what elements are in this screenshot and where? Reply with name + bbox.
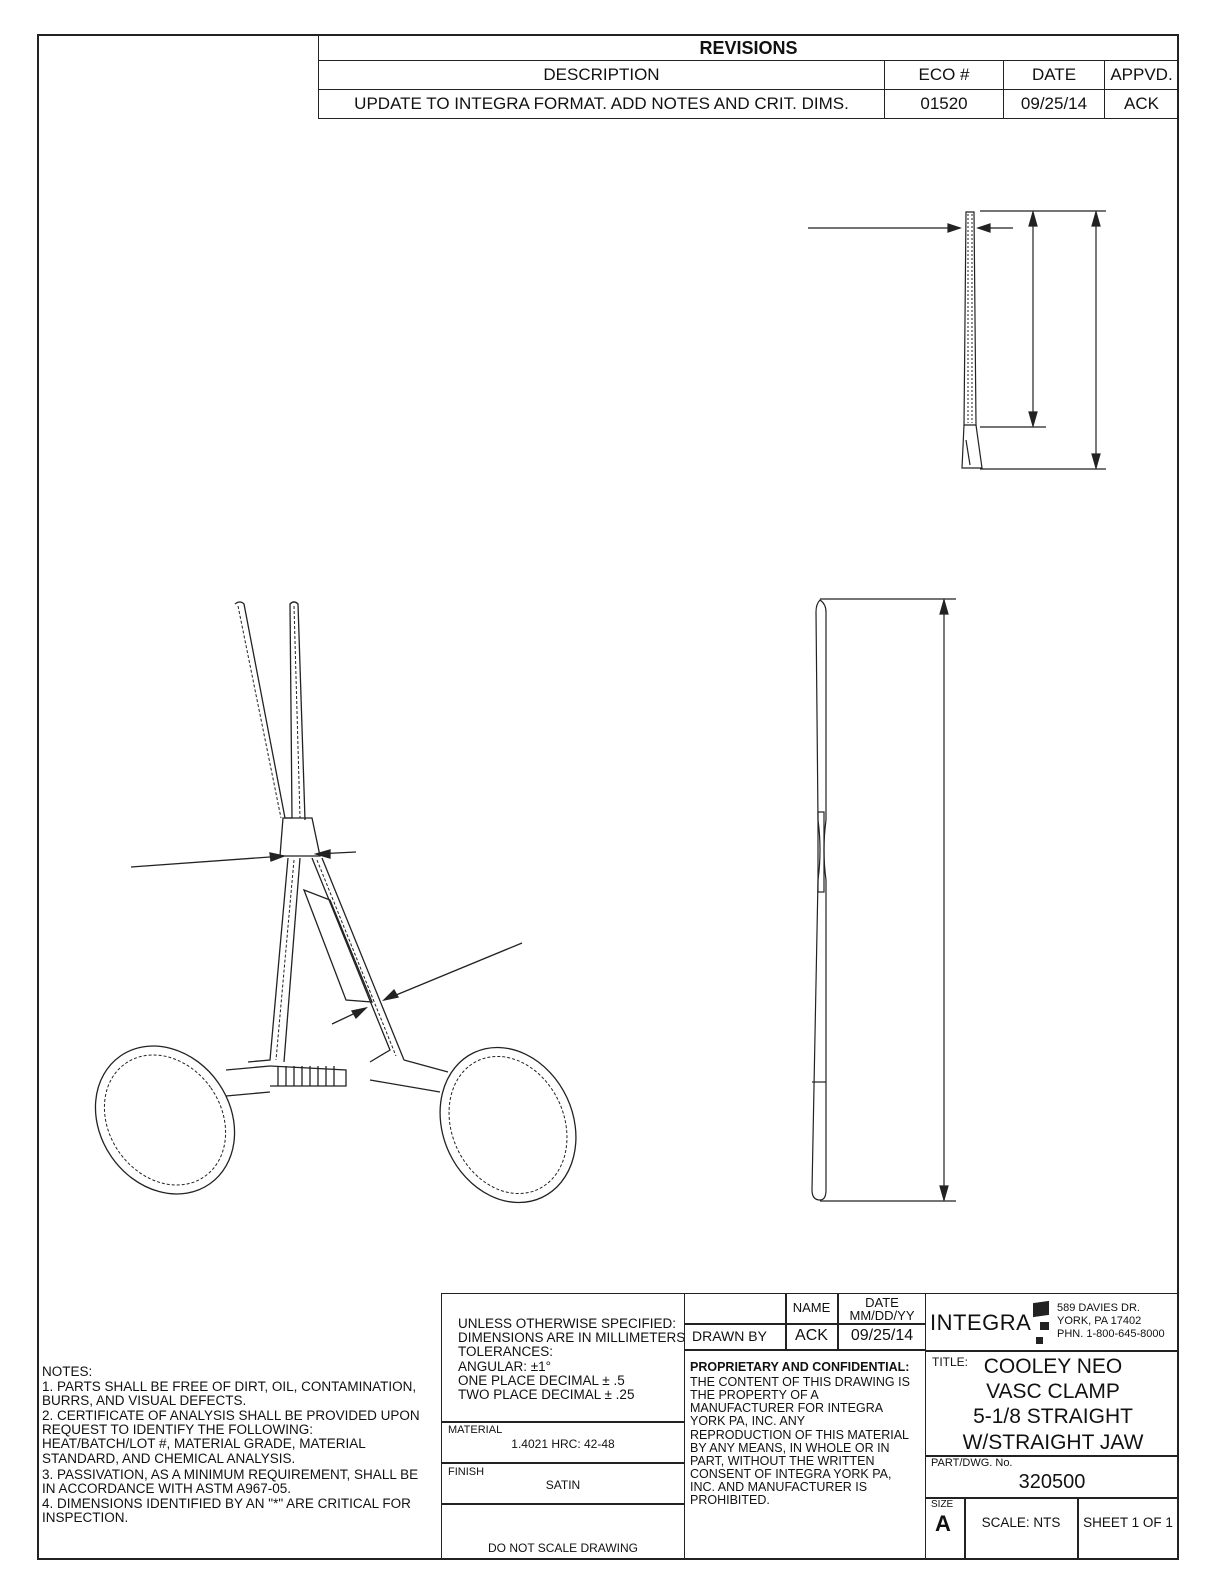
revision-approved: ACK xyxy=(1105,90,1179,119)
divider xyxy=(441,1421,685,1423)
note-item-2: 2. CERTIFICATE OF ANALYSIS SHALL BE PROVIDED UPON REQUEST TO IDENTIFY THE FOLLOWING: HEAT/BATCH/LOT #, MATERIAL GRADE, MATERIAL STANDARD, AND CHEMICAL ANALYSIS. xyxy=(42,1408,420,1466)
revisions-header-approved: APPVD. xyxy=(1105,61,1179,90)
revisions-header-date: DATE xyxy=(1004,61,1105,90)
top-view-jaw xyxy=(808,211,1106,469)
revisions-header-eco: ECO # xyxy=(885,61,1004,90)
divider xyxy=(684,1323,926,1325)
logo-mark-icon xyxy=(1036,1337,1043,1344)
logo-mark-icon xyxy=(1040,1322,1049,1330)
divider xyxy=(925,1350,1179,1352)
drawn-by-label: DRAWN BY xyxy=(692,1328,767,1344)
material-value: 1.4021 HRC: 42-48 xyxy=(511,1437,615,1451)
proprietary-body: THE CONTENT OF THIS DRAWING IS THE PROPERTY OF A MANUFACTURER FOR INTEGRA YORK PA, INC. ANY REPRODUCTION OF THIS MATERIAL BY ANY MEANS, IN WHOLE OR IN PART, WITHOUT THE WRITTEN CONSENT OF INTEGRA YORK PA, INC. AND MANUFACTURER IS PROHIBITED. xyxy=(690,1375,910,1508)
drawn-date: 09/25/14 xyxy=(850,1327,914,1344)
front-view-clamp xyxy=(67,602,601,1225)
proprietary-heading: PROPRIETARY AND CONFIDENTIAL: xyxy=(690,1360,910,1374)
finish-label: FINISH xyxy=(448,1466,485,1478)
note-item-1: 1. PARTS SHALL BE FREE OF DIRT, OIL, CONTAMINATION, BURRS, AND VISUAL DEFECTS. xyxy=(42,1379,417,1409)
title-label: TITLE: xyxy=(932,1355,969,1369)
part-number: 320500 xyxy=(1018,1471,1086,1493)
do-not-scale-note: DO NOT SCALE DRAWING xyxy=(487,1541,639,1555)
date-header: DATE MM/DD/YY xyxy=(849,1295,915,1323)
logo-mark-icon xyxy=(1033,1301,1049,1317)
drawing-title: COOLEY NEO VASC CLAMP 5-1/8 STRAIGHT W/STRAIGHT JAW xyxy=(962,1355,1144,1454)
name-header: NAME xyxy=(792,1300,831,1315)
material-label: MATERIAL xyxy=(448,1424,503,1436)
divider xyxy=(441,1503,685,1505)
divider xyxy=(684,1349,926,1351)
notes-heading: NOTES: xyxy=(42,1364,93,1379)
drawn-by-name: ACK xyxy=(795,1327,828,1344)
revisions-header-description: DESCRIPTION xyxy=(319,61,885,90)
revision-eco: 01520 xyxy=(885,90,1004,119)
divider xyxy=(441,1462,685,1464)
part-number-label: PART/DWG. No. xyxy=(931,1457,1013,1469)
note-item-4: 4. DIMENSIONS IDENTIFIED BY AN "*" ARE CRITICAL FOR INSPECTION. xyxy=(42,1496,411,1526)
scale-value: SCALE: NTS xyxy=(981,1515,1061,1530)
company-address: 589 DAVIES DR. YORK, PA 17402 PHN. 1-800-645-8000 xyxy=(1057,1302,1165,1341)
note-item-3: 3. PASSIVATION, AS A MINIMUM REQUIREMENT, SHALL BE IN ACCORDANCE WITH ASTM A967-05. xyxy=(42,1467,419,1497)
revisions-title: REVISIONS xyxy=(319,36,1179,61)
size-value: A xyxy=(935,1511,951,1536)
tolerance-text: UNLESS OTHERWISE SPECIFIED: DIMENSIONS ARE IN MILLIMETERS TOLERANCES: ANGULAR: ±1° ONE PLACE DECIMAL ± .5 TWO PLACE DECIMAL ± .25 xyxy=(458,1316,686,1402)
revision-date: 09/25/14 xyxy=(1004,90,1105,119)
revision-description: UPDATE TO INTEGRA FORMAT. ADD NOTES AND CRIT. DIMS. xyxy=(319,90,885,119)
finish-value: SATIN xyxy=(545,1478,581,1492)
size-label: SIZE xyxy=(931,1499,954,1510)
integra-logo: INTEGRA xyxy=(930,1310,1032,1335)
side-view-clamp xyxy=(812,599,956,1201)
sheet-value: SHEET 1 OF 1 xyxy=(1083,1515,1173,1530)
